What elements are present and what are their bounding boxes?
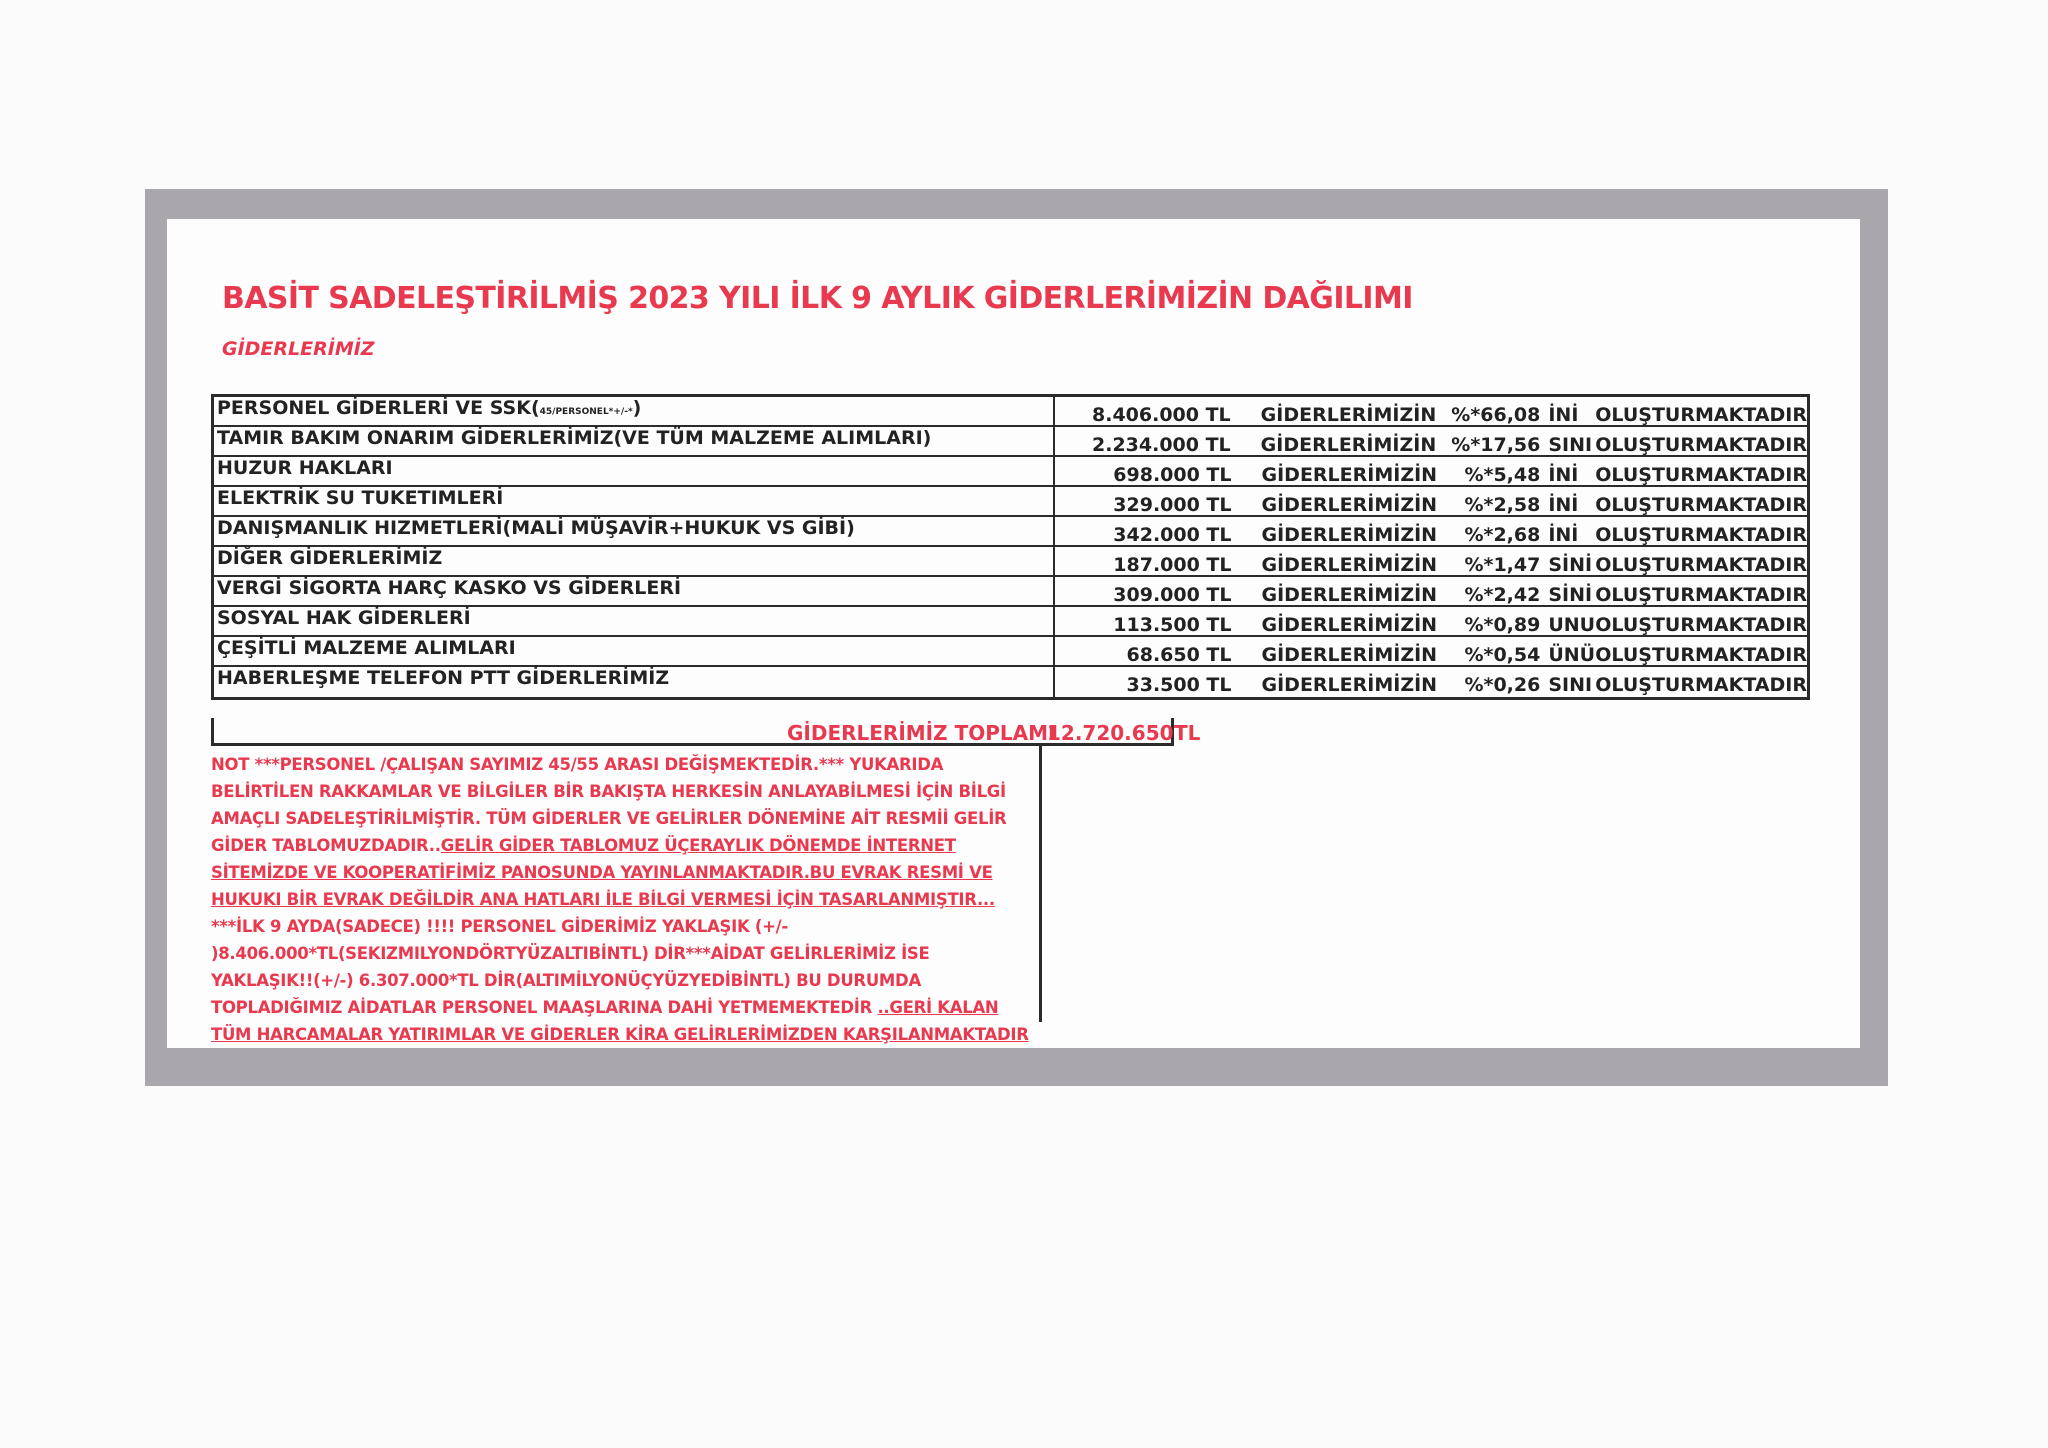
document-frame — [145, 189, 1888, 1086]
note-line: GİDER TABLOMUZDADIR..GELİR GİDER TABLOMUZ ÜÇERAYLIK DÖNEMDE İNTERNET — [211, 836, 956, 855]
expense-verb: OLUŞTURMAKTADIR — [1595, 434, 1807, 456]
expense-amount: 342.000 TL — [1113, 524, 1232, 546]
table-row — [214, 517, 1807, 547]
expense-label: GİDERLERİMİZİN — [1261, 464, 1438, 486]
expense-label: GİDERLERİMİZİN — [1261, 494, 1438, 516]
expense-percent: %*2,42 — [1464, 584, 1541, 606]
expense-verb: OLUŞTURMAKTADIR — [1595, 554, 1807, 576]
expense-suffix: SİNİ — [1548, 554, 1593, 576]
expense-name: VERGİ SİGORTA HARÇ KASKO VS GİDERLERİ — [214, 577, 1055, 605]
expense-amount: 187.000 TL — [1113, 554, 1232, 576]
expense-percent: %*66,08 — [1451, 404, 1541, 426]
expense-label: GİDERLERİMİZİN — [1261, 584, 1438, 606]
expense-name: DANIŞMANLIK HIZMETLERİ(MALİ MÜŞAVİR+HUKUK VS GİBİ) — [214, 517, 1055, 545]
table-row — [214, 427, 1807, 457]
table-row — [214, 577, 1807, 607]
expense-label: GİDERLERİMİZİN — [1261, 644, 1438, 666]
expense-name: HUZUR HAKLARI — [214, 457, 1055, 485]
note-line: BELİRTİLEN RAKKAMLAR VE BİLGİLER BİR BAKIŞTA HERKESİN ANLAYABİLMESİ İÇİN BİLGİ — [211, 782, 1006, 801]
table-row — [214, 547, 1807, 577]
note-line: HUKUKI BİR EVRAK DEĞİLDİR ANA HATLARI İLE BİLGİ VERMESİ İÇİN TASARLANMIŞTIR... — [211, 890, 995, 909]
table-row — [214, 607, 1807, 637]
total-label: GİDERLERİMİZ TOPLAMI — [787, 721, 1056, 745]
expense-suffix: SINI — [1548, 674, 1593, 696]
total-amount: 12.720.650 — [1047, 721, 1174, 745]
expense-amount: 329.000 TL — [1113, 494, 1232, 516]
expense-amount: 2.234.000 TL — [1092, 434, 1231, 456]
note-line: )8.406.000*TL(SEKIZMILYONDÖRTYÜZALTIBİNTL) DİR***AİDAT GELİRLERİMİZ İSE — [211, 944, 930, 963]
table-row — [214, 667, 1807, 697]
note-line: ***İLK 9 AYDA(SADECE) !!!! PERSONEL GİDERİMİZ YAKLAŞIK (+/- — [211, 917, 788, 936]
expense-percent: %*0,26 — [1464, 674, 1541, 696]
expense-table — [211, 394, 1810, 700]
expense-suffix: ÜNÜ — [1548, 644, 1596, 666]
expense-verb: OLUŞTURMAKTADIR — [1595, 404, 1807, 426]
expense-amount: 8.406.000 TL — [1092, 404, 1231, 426]
expense-suffix: UNU — [1548, 614, 1596, 636]
expense-verb: OLUŞTURMAKTADIR — [1595, 494, 1807, 516]
note-block — [211, 751, 1041, 1048]
note-line: TOPLADIĞIMIZ AİDATLAR PERSONEL MAAŞLARINA DAHİ YETMEMEKTEDİR ..GERİ KALAN — [211, 998, 999, 1017]
expense-verb: OLUŞTURMAKTADIR — [1595, 674, 1807, 696]
expense-percent: %*0,89 — [1464, 614, 1541, 636]
expense-suffix: İNİ — [1548, 464, 1579, 486]
expense-name: PERSONEL GİDERLERİ VE SSK(45/PERSONEL*+/-*) — [214, 397, 1055, 425]
total-unit: TL — [1174, 721, 1201, 745]
page-title: BASİT SADELEŞTİRİLMİŞ 2023 YILI İLK 9 AYLIK GİDERLERİMİZİN DAĞILIMI — [222, 281, 1413, 316]
expense-verb: OLUŞTURMAKTADIR — [1595, 644, 1807, 666]
expense-suffix: İNİ — [1548, 524, 1579, 546]
table-row — [214, 457, 1807, 487]
expense-verb: OLUŞTURMAKTADIR — [1595, 584, 1807, 606]
expense-percent: %*17,56 — [1451, 434, 1541, 456]
expense-label: GİDERLERİMİZİN — [1261, 674, 1438, 696]
expense-label: GİDERLERİMİZİN — [1261, 524, 1438, 546]
expense-verb: OLUŞTURMAKTADIR — [1595, 614, 1807, 636]
note-line: NOT ***PERSONEL /ÇALIŞAN SAYIMIZ 45/55 ARASI DEĞİŞMEKTEDİR.*** YUKARIDA — [211, 755, 944, 774]
note-line: YAKLAŞIK!!(+/-) 6.307.000*TL DİR(ALTIMİLYONÜÇYÜZYEDİBİNTL) BU DURUMDA — [211, 971, 921, 990]
expense-suffix: İNİ — [1548, 404, 1579, 426]
expense-amount: 33.500 TL — [1126, 674, 1232, 696]
note-line: TÜM HARCAMALAR YATIRIMLAR VE GİDERLER KİRA GELİRLERİMİZDEN KARŞILANMAKTADIR — [211, 1025, 1029, 1044]
expense-percent: %*2,68 — [1464, 524, 1541, 546]
expense-percent: %*2,58 — [1464, 494, 1541, 516]
expense-name: DİĞER GİDERLERİMİZ — [214, 547, 1055, 575]
note-line: SİTEMİZDE VE KOOPERATİFİMİZ PANOSUNDA YAYINLANMAKTADIR.BU EVRAK RESMİ VE — [211, 863, 993, 882]
expense-name: ÇEŞİTLİ MALZEME ALIMLARI — [214, 637, 1055, 665]
expense-label: GİDERLERİMİZİN — [1260, 404, 1437, 426]
expense-suffix: İNİ — [1548, 494, 1579, 516]
expense-suffix: SİNİ — [1548, 584, 1593, 606]
expense-amount: 309.000 TL — [1113, 584, 1232, 606]
expense-label: GİDERLERİMİZİN — [1260, 434, 1437, 456]
table-row — [214, 487, 1807, 517]
note-line: AMAÇLI SADELEŞTİRİLMİŞTİR. TÜM GİDERLER VE GELİRLER DÖNEMİNE AİT RESMİİ GELİR — [211, 809, 1007, 828]
expense-verb: OLUŞTURMAKTADIR — [1595, 464, 1807, 486]
section-subtitle: GİDERLERİMİZ — [222, 338, 375, 360]
table-row — [214, 637, 1807, 667]
expense-amount: 698.000 TL — [1113, 464, 1232, 486]
expense-suffix: SINI — [1548, 434, 1593, 456]
table-row — [214, 397, 1807, 427]
document-panel — [167, 219, 1860, 1048]
expense-percent: %*5,48 — [1464, 464, 1541, 486]
expense-percent: %*0,54 — [1464, 644, 1541, 666]
expense-name: ELEKTRİK SU TUKETIMLERİ — [214, 487, 1055, 515]
expense-label: GİDERLERİMİZİN — [1261, 554, 1438, 576]
expense-name: HABERLEŞME TELEFON PTT GİDERLERİMİZ — [214, 667, 1055, 697]
expense-amount: 68.650 TL — [1126, 644, 1232, 666]
expense-verb: OLUŞTURMAKTADIR — [1595, 524, 1807, 546]
expense-percent: %*1,47 — [1464, 554, 1541, 576]
expense-name: TAMIR BAKIM ONARIM GİDERLERİMİZ(VE TÜM MALZEME ALIMLARI) — [214, 427, 1055, 455]
expense-amount: 113.500 TL — [1113, 614, 1232, 636]
expense-name: SOSYAL HAK GİDERLERİ — [214, 607, 1055, 635]
expense-label: GİDERLERİMİZİN — [1261, 614, 1438, 636]
